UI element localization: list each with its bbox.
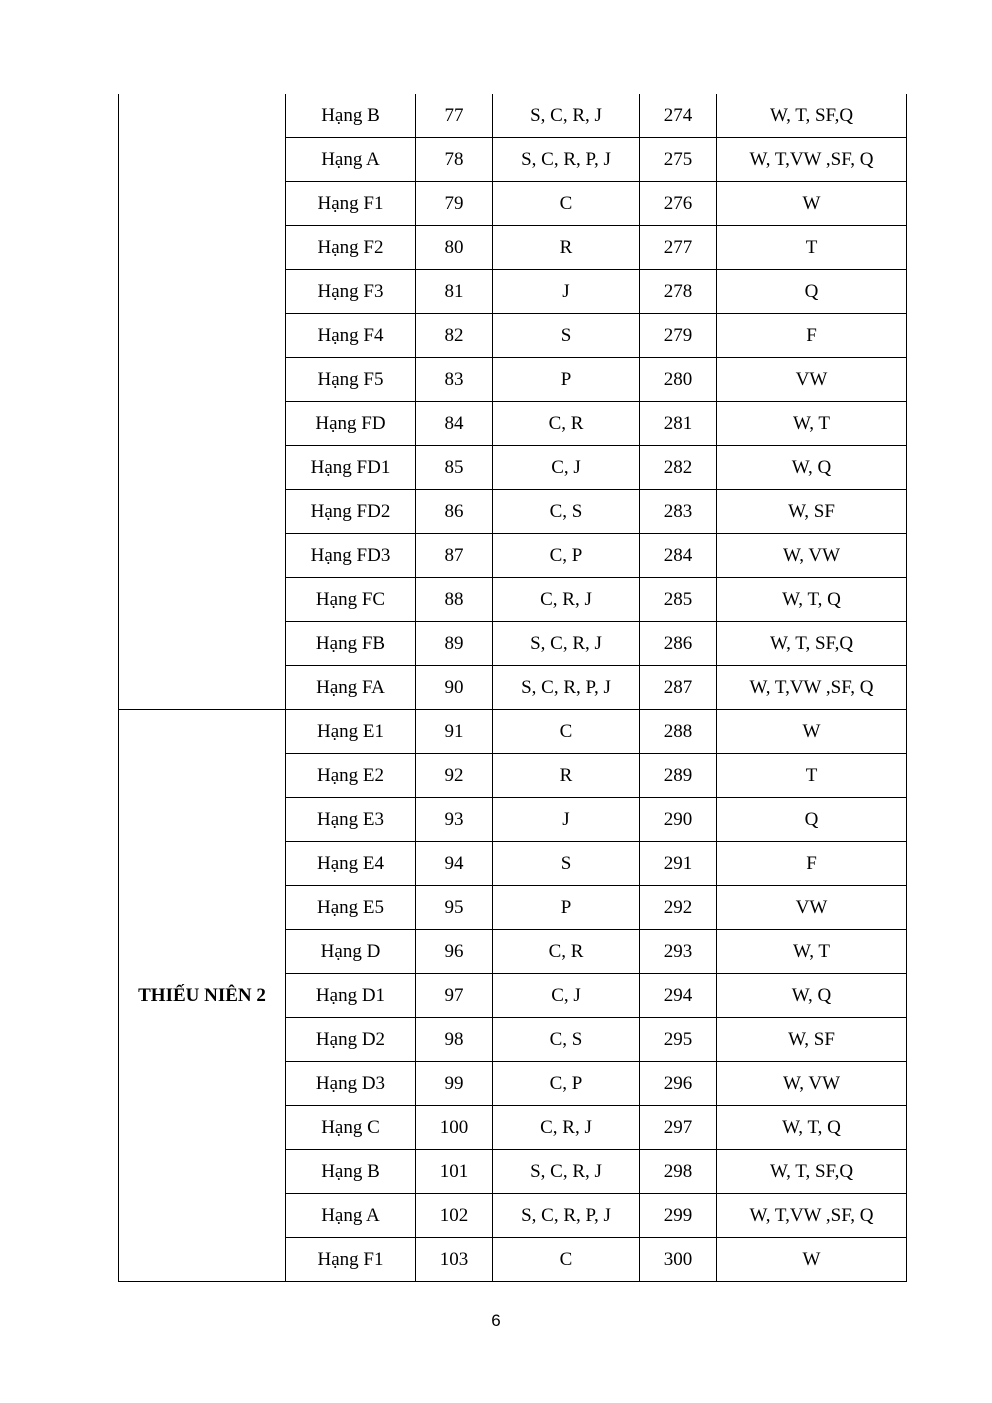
events-cell: P [493, 358, 640, 402]
event-number-cell: 92 [416, 754, 493, 798]
event-number-cell: 97 [416, 974, 493, 1018]
events-cell: R [493, 754, 640, 798]
events-cell: J [493, 798, 640, 842]
events-cell: C, R [493, 402, 640, 446]
codes-cell: W, T [717, 402, 907, 446]
group-label-cell: THIẾU NIÊN 2 [119, 710, 286, 1282]
rank-cell: Hạng E1 [286, 710, 416, 754]
codes-cell: W, T,VW ,SF, Q [717, 1194, 907, 1238]
events-cell: P [493, 886, 640, 930]
events-cell: S, C, R, P, J [493, 1194, 640, 1238]
table-row [119, 94, 907, 138]
rank-cell: Hạng B [286, 94, 416, 138]
events-cell: C, P [493, 534, 640, 578]
event-number-cell: 91 [416, 710, 493, 754]
events-cell: C, P [493, 1062, 640, 1106]
events-cell: C, R, J [493, 578, 640, 622]
event-table [118, 94, 907, 1282]
events-cell: C [493, 1238, 640, 1282]
code-number-cell: 291 [640, 842, 717, 886]
rank-cell: Hạng FD1 [286, 446, 416, 490]
event-number-cell: 80 [416, 226, 493, 270]
event-number-cell: 87 [416, 534, 493, 578]
rank-cell: Hạng E5 [286, 886, 416, 930]
table-body [119, 94, 907, 1282]
code-number-cell: 292 [640, 886, 717, 930]
events-cell: C, R [493, 930, 640, 974]
rank-cell: Hạng FA [286, 666, 416, 710]
event-number-cell: 101 [416, 1150, 493, 1194]
code-number-cell: 274 [640, 94, 717, 138]
codes-cell: W [717, 710, 907, 754]
code-number-cell: 296 [640, 1062, 717, 1106]
event-number-cell: 78 [416, 138, 493, 182]
rank-cell: Hạng F1 [286, 1238, 416, 1282]
codes-cell: W [717, 1238, 907, 1282]
event-number-cell: 85 [416, 446, 493, 490]
code-number-cell: 295 [640, 1018, 717, 1062]
code-number-cell: 288 [640, 710, 717, 754]
rank-cell: Hạng D [286, 930, 416, 974]
event-number-cell: 94 [416, 842, 493, 886]
codes-cell: W, Q [717, 974, 907, 1018]
code-number-cell: 283 [640, 490, 717, 534]
codes-cell: W [717, 182, 907, 226]
code-number-cell: 278 [640, 270, 717, 314]
codes-cell: W, SF [717, 490, 907, 534]
events-cell: S [493, 842, 640, 886]
codes-cell: T [717, 754, 907, 798]
event-number-cell: 79 [416, 182, 493, 226]
group-label-cell [119, 94, 286, 710]
code-number-cell: 290 [640, 798, 717, 842]
codes-cell: F [717, 842, 907, 886]
event-number-cell: 84 [416, 402, 493, 446]
events-cell: C, J [493, 974, 640, 1018]
event-number-cell: 82 [416, 314, 493, 358]
event-number-cell: 103 [416, 1238, 493, 1282]
event-number-cell: 93 [416, 798, 493, 842]
rank-cell: Hạng A [286, 1194, 416, 1238]
codes-cell: W, SF [717, 1018, 907, 1062]
code-number-cell: 285 [640, 578, 717, 622]
codes-cell: W, VW [717, 1062, 907, 1106]
event-number-cell: 102 [416, 1194, 493, 1238]
rank-cell: Hạng D1 [286, 974, 416, 1018]
codes-cell: W, T, SF,Q [717, 94, 907, 138]
event-number-cell: 95 [416, 886, 493, 930]
code-number-cell: 287 [640, 666, 717, 710]
code-number-cell: 281 [640, 402, 717, 446]
event-number-cell: 99 [416, 1062, 493, 1106]
code-number-cell: 282 [640, 446, 717, 490]
events-cell: C, R, J [493, 1106, 640, 1150]
events-cell: C [493, 710, 640, 754]
events-cell: C, S [493, 1018, 640, 1062]
code-number-cell: 284 [640, 534, 717, 578]
rank-cell: Hạng F4 [286, 314, 416, 358]
codes-cell: W, VW [717, 534, 907, 578]
event-number-cell: 100 [416, 1106, 493, 1150]
event-number-cell: 96 [416, 930, 493, 974]
rank-cell: Hạng B [286, 1150, 416, 1194]
code-number-cell: 279 [640, 314, 717, 358]
event-number-cell: 89 [416, 622, 493, 666]
page-number: 6 [491, 1311, 501, 1330]
rank-cell: Hạng E4 [286, 842, 416, 886]
rank-cell: Hạng E2 [286, 754, 416, 798]
events-cell: S, C, R, P, J [493, 138, 640, 182]
event-number-cell: 98 [416, 1018, 493, 1062]
code-number-cell: 299 [640, 1194, 717, 1238]
event-number-cell: 81 [416, 270, 493, 314]
rank-cell: Hạng C [286, 1106, 416, 1150]
code-number-cell: 280 [640, 358, 717, 402]
events-cell: S, C, R, J [493, 1150, 640, 1194]
rank-cell: Hạng FD2 [286, 490, 416, 534]
table-row [119, 710, 907, 754]
event-number-cell: 86 [416, 490, 493, 534]
events-cell: C, S [493, 490, 640, 534]
event-number-cell: 77 [416, 94, 493, 138]
codes-cell: W, Q [717, 446, 907, 490]
code-number-cell: 294 [640, 974, 717, 1018]
codes-cell: T [717, 226, 907, 270]
events-cell: S, C, R, J [493, 94, 640, 138]
codes-cell: Q [717, 270, 907, 314]
codes-cell: W, T,VW ,SF, Q [717, 666, 907, 710]
rank-cell: Hạng E3 [286, 798, 416, 842]
code-number-cell: 277 [640, 226, 717, 270]
codes-cell: W, T, SF,Q [717, 1150, 907, 1194]
codes-cell: Q [717, 798, 907, 842]
rank-cell: Hạng F3 [286, 270, 416, 314]
codes-cell: VW [717, 358, 907, 402]
rank-cell: Hạng FC [286, 578, 416, 622]
rank-cell: Hạng FD [286, 402, 416, 446]
code-number-cell: 293 [640, 930, 717, 974]
event-number-cell: 83 [416, 358, 493, 402]
events-cell: C, J [493, 446, 640, 490]
rank-cell: Hạng F2 [286, 226, 416, 270]
event-number-cell: 88 [416, 578, 493, 622]
code-number-cell: 276 [640, 182, 717, 226]
codes-cell: W, T, Q [717, 1106, 907, 1150]
rank-cell: Hạng FD3 [286, 534, 416, 578]
code-number-cell: 275 [640, 138, 717, 182]
rank-cell: Hạng FB [286, 622, 416, 666]
rank-cell: Hạng A [286, 138, 416, 182]
rank-cell: Hạng F5 [286, 358, 416, 402]
codes-cell: W, T,VW ,SF, Q [717, 138, 907, 182]
rank-cell: Hạng F1 [286, 182, 416, 226]
rank-cell: Hạng D2 [286, 1018, 416, 1062]
events-cell: S, C, R, J [493, 622, 640, 666]
events-cell: R [493, 226, 640, 270]
codes-cell: W, T [717, 930, 907, 974]
events-cell: S [493, 314, 640, 358]
events-cell: J [493, 270, 640, 314]
codes-cell: W, T, Q [717, 578, 907, 622]
code-number-cell: 289 [640, 754, 717, 798]
code-number-cell: 286 [640, 622, 717, 666]
code-number-cell: 300 [640, 1238, 717, 1282]
rank-cell: Hạng D3 [286, 1062, 416, 1106]
codes-cell: W, T, SF,Q [717, 622, 907, 666]
codes-cell: VW [717, 886, 907, 930]
code-number-cell: 298 [640, 1150, 717, 1194]
event-number-cell: 90 [416, 666, 493, 710]
codes-cell: F [717, 314, 907, 358]
events-cell: C [493, 182, 640, 226]
events-cell: S, C, R, P, J [493, 666, 640, 710]
code-number-cell: 297 [640, 1106, 717, 1150]
